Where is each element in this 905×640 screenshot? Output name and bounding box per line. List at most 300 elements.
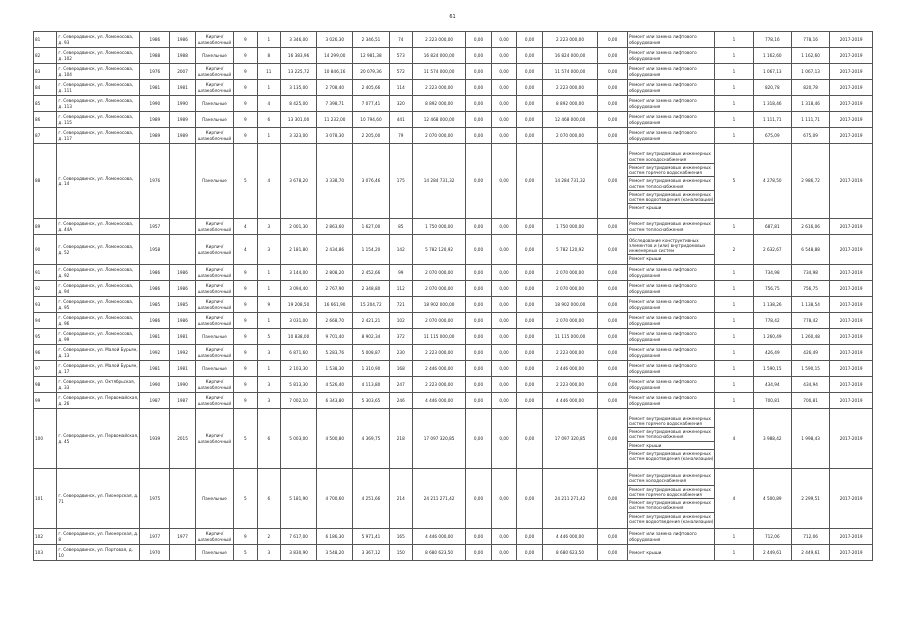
year-reconstructed-cell: 2007 xyxy=(170,64,196,80)
other-funds-cell: 0,00 xyxy=(598,313,628,329)
unit-cost-limit-cell: 434,94 xyxy=(791,377,829,393)
living-area-cell: 2 708,40 xyxy=(317,80,353,96)
residents-cell: 85 xyxy=(389,219,412,235)
unit-cost-cell: 3 988,42 xyxy=(753,409,791,469)
work-item: Ремонт или замена лифтового оборудования xyxy=(629,299,697,310)
other-funds-cell: 0,00 xyxy=(598,32,628,48)
row-number-cell: 101 xyxy=(34,469,57,529)
works-list-cell xyxy=(628,80,715,96)
wall-material-cell: Кирпич/ шлакоблочный xyxy=(195,80,233,96)
owners-funds-cell: 2 223 000,00 xyxy=(542,345,597,361)
table-row xyxy=(34,545,873,561)
floors-cell: 9 xyxy=(234,48,257,64)
wall-material-cell: Панельные xyxy=(195,329,233,345)
living-area-cell: 10 846,16 xyxy=(317,64,353,80)
unit-cost-limit-cell: 1 998,43 xyxy=(791,409,829,469)
year-reconstructed-cell: 1986 xyxy=(170,265,196,281)
planned-period-cell: 2017-2019 xyxy=(830,80,873,96)
total-area-cell: 2 181,80 xyxy=(280,235,316,265)
address-cell: г. Северодвинск, ул. Ломоносова, д. 104 xyxy=(57,64,140,80)
other-funds-cell: 0,00 xyxy=(598,80,628,96)
total-area-cell: 3 678,20 xyxy=(280,144,316,219)
floors-cell: 9 xyxy=(234,265,257,281)
works-count-cell: 1 xyxy=(715,32,753,48)
wall-material-cell: Кирпич/ шлакоблочный xyxy=(195,529,233,545)
works-list-cell xyxy=(628,345,715,361)
residents-cell: 150 xyxy=(389,545,412,561)
total-cost-cell: 8 680 623,50 xyxy=(412,545,465,561)
floors-cell: 9 xyxy=(234,128,257,144)
works-list-cell xyxy=(628,64,715,80)
planned-period-cell: 2017-2019 xyxy=(830,393,873,409)
year-reconstructed-cell: 1990 xyxy=(170,377,196,393)
year-built-cell: 1981 xyxy=(140,80,170,96)
year-built-cell: 1976 xyxy=(140,64,170,80)
work-item: Ремонт внутридомовых инженерных систем теплоснабжения xyxy=(628,177,714,191)
entrances-cell: 1 xyxy=(257,361,280,377)
federal-funds-cell: 0,00 xyxy=(466,128,492,144)
floors-cell: 9 xyxy=(234,281,257,297)
year-built-cell: 1975 xyxy=(140,469,170,529)
residents-cell: 573 xyxy=(389,48,412,64)
work-item: Ремонт или замена лифтового оборудования xyxy=(629,315,697,326)
total-cost-cell: 2 446 000,00 xyxy=(412,361,465,377)
work-item: Ремонт или замена лифтового оборудования xyxy=(629,531,697,542)
floors-cell: 9 xyxy=(234,345,257,361)
unit-cost-limit-cell: 734,98 xyxy=(791,265,829,281)
work-item: Ремонт внутридомовых инженерных систем горячего водоснабжения xyxy=(628,164,714,178)
total-cost-cell: 4 446 000,00 xyxy=(412,529,465,545)
works-list-cell xyxy=(628,144,715,219)
total-area-cell: 10 838,00 xyxy=(280,329,316,345)
owned-area-cell: 2 348,80 xyxy=(353,281,389,297)
floors-cell: 5 xyxy=(234,409,257,469)
local-funds-cell: 0,00 xyxy=(517,235,543,265)
total-area-cell: 7 617,00 xyxy=(280,529,316,545)
other-funds-cell: 0,00 xyxy=(598,265,628,281)
unit-cost-cell: 4 278,50 xyxy=(753,144,791,219)
unit-cost-limit-cell: 778,42 xyxy=(791,313,829,329)
wall-material-cell: Кирпич/ шлакоблочный xyxy=(195,281,233,297)
regional-funds-cell: 0,00 xyxy=(491,297,517,313)
planned-period-cell: 2017-2019 xyxy=(830,48,873,64)
owned-area-cell: 5 008,87 xyxy=(353,345,389,361)
year-reconstructed-cell: 1987 xyxy=(170,393,196,409)
local-funds-cell: 0,00 xyxy=(517,64,543,80)
table-row xyxy=(34,144,873,219)
unit-cost-limit-cell: 1 318,46 xyxy=(791,96,829,112)
owned-area-cell: 2 405,66 xyxy=(353,80,389,96)
unit-cost-cell: 1 162,60 xyxy=(753,48,791,64)
entrances-cell: 3 xyxy=(257,545,280,561)
row-number-cell: 92 xyxy=(34,281,57,297)
floors-cell: 9 xyxy=(234,377,257,393)
living-area-cell: 2 808,20 xyxy=(317,265,353,281)
year-built-cell: 1988 xyxy=(140,48,170,64)
federal-funds-cell: 0,00 xyxy=(466,32,492,48)
unit-cost-limit-cell: 756,75 xyxy=(791,281,829,297)
federal-funds-cell: 0,00 xyxy=(466,96,492,112)
table-row xyxy=(34,128,873,144)
living-area-cell: 3 078,30 xyxy=(317,128,353,144)
owned-area-cell: 4 251,66 xyxy=(353,469,389,529)
owned-area-cell: 2 205,00 xyxy=(353,128,389,144)
planned-period-cell: 2017-2019 xyxy=(830,219,873,235)
year-built-cell: 1986 xyxy=(140,265,170,281)
entrances-cell: 3 xyxy=(257,393,280,409)
owners-funds-cell: 8 680 623,50 xyxy=(542,545,597,561)
works-list-cell xyxy=(628,32,715,48)
work-item: Ремонт крыши xyxy=(629,549,662,555)
planned-period-cell: 2017-2019 xyxy=(830,64,873,80)
entrances-cell: 6 xyxy=(257,469,280,529)
living-area-cell: 16 661,90 xyxy=(317,297,353,313)
total-area-cell: 7 002,10 xyxy=(280,393,316,409)
works-count-cell: 1 xyxy=(715,361,753,377)
planned-period-cell: 2017-2019 xyxy=(830,329,873,345)
total-cost-cell: 2 223 000,00 xyxy=(412,345,465,361)
owners-funds-cell: 2 446 000,00 xyxy=(542,361,597,377)
unit-cost-limit-cell: 820,78 xyxy=(791,80,829,96)
owned-area-cell: 2 452,66 xyxy=(353,265,389,281)
other-funds-cell: 0,00 xyxy=(598,112,628,128)
address-cell: г. Северодвинск, ул. Ломоносова, д. 99 xyxy=(57,329,140,345)
works-list-cell xyxy=(628,545,715,561)
residents-cell: 320 xyxy=(389,96,412,112)
works-count-cell: 2 xyxy=(715,235,753,265)
wall-material-cell: Кирпич/ шлакоблочный xyxy=(195,393,233,409)
row-number-cell: 103 xyxy=(34,545,57,561)
address-cell: г. Северодвинск, ул. Пионерская, д. 8 xyxy=(57,529,140,545)
planned-period-cell: 2017-2019 xyxy=(830,469,873,529)
table-row xyxy=(34,265,873,281)
year-reconstructed-cell: 1989 xyxy=(170,112,196,128)
other-funds-cell: 0,00 xyxy=(598,235,628,265)
total-area-cell: 16 383,96 xyxy=(280,48,316,64)
planned-period-cell: 2017-2019 xyxy=(830,345,873,361)
works-list-cell xyxy=(628,469,715,529)
row-number-cell: 85 xyxy=(34,96,57,112)
owners-funds-cell: 2 223 000,00 xyxy=(542,377,597,393)
row-number-cell: 94 xyxy=(34,313,57,329)
federal-funds-cell: 0,00 xyxy=(466,345,492,361)
total-cost-cell: 8 892 000,00 xyxy=(412,96,465,112)
regional-funds-cell: 0,00 xyxy=(491,265,517,281)
address-cell: г. Северодвинск, ул. Первомайская, д. 45 xyxy=(57,409,140,469)
works-list-cell xyxy=(628,329,715,345)
works-list-cell xyxy=(628,529,715,545)
year-reconstructed-cell xyxy=(170,469,196,529)
row-number-cell: 83 xyxy=(34,64,57,80)
other-funds-cell: 0,00 xyxy=(598,377,628,393)
works-list-cell xyxy=(628,313,715,329)
local-funds-cell: 0,00 xyxy=(517,144,543,219)
local-funds-cell: 0,00 xyxy=(517,219,543,235)
planned-period-cell: 2017-2019 xyxy=(830,32,873,48)
living-area-cell: 4 526,40 xyxy=(317,377,353,393)
total-area-cell: 13 225,72 xyxy=(280,64,316,80)
address-cell: г. Северодвинск, ул. Ломоносова, д. 44А xyxy=(57,219,140,235)
floors-cell: 9 xyxy=(234,112,257,128)
works-list-cell xyxy=(628,409,715,469)
living-area-cell: 5 283,76 xyxy=(317,345,353,361)
year-reconstructed-cell xyxy=(170,219,196,235)
owners-funds-cell: 12 468 000,00 xyxy=(542,112,597,128)
total-area-cell: 8 425,00 xyxy=(280,96,316,112)
living-area-cell: 2 767,90 xyxy=(317,281,353,297)
unit-cost-cell: 675,09 xyxy=(753,128,791,144)
living-area-cell: 11 232,00 xyxy=(317,112,353,128)
work-item: Ремонт или замена лифтового оборудования xyxy=(629,34,697,45)
row-number-cell: 97 xyxy=(34,361,57,377)
unit-cost-limit-cell: 426,49 xyxy=(791,345,829,361)
wall-material-cell: Кирпич/ шлакоблочный xyxy=(195,128,233,144)
planned-period-cell: 2017-2019 xyxy=(830,313,873,329)
owners-funds-cell: 14 284 731,32 xyxy=(542,144,597,219)
regional-funds-cell: 0,00 xyxy=(491,313,517,329)
works-count-cell: 1 xyxy=(715,545,753,561)
living-area-cell: 6 186,30 xyxy=(317,529,353,545)
address-cell: г. Северодвинск, ул. Ломоносова, д. 102 xyxy=(57,48,140,64)
works-list-cell xyxy=(628,96,715,112)
works-count-cell: 5 xyxy=(715,144,753,219)
wall-material-cell: Кирпич/ шлакоблочный xyxy=(195,219,233,235)
regional-funds-cell: 0,00 xyxy=(491,545,517,561)
entrances-cell: 6 xyxy=(257,409,280,469)
federal-funds-cell: 0,00 xyxy=(466,112,492,128)
year-built-cell: 1989 xyxy=(140,128,170,144)
federal-funds-cell: 0,00 xyxy=(466,313,492,329)
year-built-cell: 1989 xyxy=(140,112,170,128)
wall-material-cell: Кирпич/ шлакоблочный xyxy=(195,377,233,393)
federal-funds-cell: 0,00 xyxy=(466,377,492,393)
unit-cost-cell: 820,78 xyxy=(753,80,791,96)
works-count-cell: 1 xyxy=(715,64,753,80)
works-count-cell: 1 xyxy=(715,281,753,297)
unit-cost-cell: 2 449,61 xyxy=(753,545,791,561)
local-funds-cell: 0,00 xyxy=(517,409,543,469)
living-area-cell: 3 548,20 xyxy=(317,545,353,561)
federal-funds-cell: 0,00 xyxy=(466,235,492,265)
unit-cost-cell: 1 590,15 xyxy=(753,361,791,377)
planned-period-cell: 2017-2019 xyxy=(830,529,873,545)
total-cost-cell: 2 070 000,00 xyxy=(412,265,465,281)
row-number-cell: 95 xyxy=(34,329,57,345)
works-count-cell: 1 xyxy=(715,329,753,345)
entrances-cell: 1 xyxy=(257,281,280,297)
table-row xyxy=(34,297,873,313)
federal-funds-cell: 0,00 xyxy=(466,529,492,545)
regional-funds-cell: 0,00 xyxy=(491,96,517,112)
floors-cell: 9 xyxy=(234,529,257,545)
local-funds-cell: 0,00 xyxy=(517,297,543,313)
unit-cost-cell: 778,16 xyxy=(753,32,791,48)
federal-funds-cell: 0,00 xyxy=(466,265,492,281)
local-funds-cell: 0,00 xyxy=(517,32,543,48)
federal-funds-cell: 0,00 xyxy=(466,281,492,297)
total-cost-cell: 2 223 000,00 xyxy=(412,377,465,393)
local-funds-cell: 0,00 xyxy=(517,128,543,144)
residents-cell: 572 xyxy=(389,64,412,80)
planned-period-cell: 2017-2019 xyxy=(830,297,873,313)
wall-material-cell: Кирпич/ шлакоблочный xyxy=(195,265,233,281)
residents-cell: 246 xyxy=(389,393,412,409)
living-area-cell: 2 863,60 xyxy=(317,219,353,235)
work-item: Ремонт внутридомовых инженерных систем теплоснабжения xyxy=(628,428,714,442)
total-area-cell: 3 135,00 xyxy=(280,80,316,96)
wall-material-cell: Панельные xyxy=(195,112,233,128)
address-cell: г. Северодвинск, ул. Ломоносова, д. 111 xyxy=(57,80,140,96)
owners-funds-cell: 17 097 320,85 xyxy=(542,409,597,469)
year-built-cell: 1986 xyxy=(140,281,170,297)
unit-cost-limit-cell: 2 449,61 xyxy=(791,545,829,561)
owners-funds-cell: 8 892 000,00 xyxy=(542,96,597,112)
unit-cost-limit-cell: 1 260,48 xyxy=(791,329,829,345)
planned-period-cell: 2017-2019 xyxy=(830,96,873,112)
address-cell: г. Северодвинск, ул. Ломоносова, д. 115 xyxy=(57,112,140,128)
wall-material-cell: Панельные xyxy=(195,545,233,561)
floors-cell: 9 xyxy=(234,313,257,329)
floors-cell: 5 xyxy=(234,144,257,219)
unit-cost-limit-cell: 6 548,88 xyxy=(791,235,829,265)
row-number-cell: 102 xyxy=(34,529,57,545)
works-list-cell xyxy=(628,112,715,128)
entrances-cell: 3 xyxy=(257,377,280,393)
owners-funds-cell: 2 070 000,00 xyxy=(542,128,597,144)
year-built-cell: 1992 xyxy=(140,345,170,361)
work-item: Ремонт или замена лифтового оборудования xyxy=(629,283,697,294)
table-row xyxy=(34,96,873,112)
owned-area-cell: 3 367,12 xyxy=(353,545,389,561)
works-count-cell: 1 xyxy=(715,112,753,128)
works-count-cell: 4 xyxy=(715,469,753,529)
owned-area-cell: 7 077,41 xyxy=(353,96,389,112)
regional-funds-cell: 0,00 xyxy=(491,393,517,409)
year-built-cell: 1981 xyxy=(140,361,170,377)
other-funds-cell: 0,00 xyxy=(598,219,628,235)
local-funds-cell: 0,00 xyxy=(517,361,543,377)
year-built-cell: 1939 xyxy=(140,409,170,469)
federal-funds-cell: 0,00 xyxy=(466,361,492,377)
federal-funds-cell: 0,00 xyxy=(466,409,492,469)
unit-cost-cell: 1 067,13 xyxy=(753,64,791,80)
table-row xyxy=(34,48,873,64)
federal-funds-cell: 0,00 xyxy=(466,329,492,345)
owners-funds-cell: 1 750 000,00 xyxy=(542,219,597,235)
floors-cell: 9 xyxy=(234,64,257,80)
local-funds-cell: 0,00 xyxy=(517,469,543,529)
federal-funds-cell: 0,00 xyxy=(466,393,492,409)
local-funds-cell: 0,00 xyxy=(517,265,543,281)
work-item: Ремонт крыши xyxy=(629,256,662,262)
unit-cost-cell: 1 260,49 xyxy=(753,329,791,345)
unit-cost-cell: 1 318,46 xyxy=(753,96,791,112)
year-reconstructed-cell xyxy=(170,545,196,561)
owned-area-cell: 4 113,80 xyxy=(353,377,389,393)
total-area-cell: 3 830,90 xyxy=(280,545,316,561)
regional-funds-cell: 0,00 xyxy=(491,219,517,235)
row-number-cell: 89 xyxy=(34,219,57,235)
total-area-cell: 3 144,00 xyxy=(280,265,316,281)
residents-cell: 112 xyxy=(389,281,412,297)
other-funds-cell: 0,00 xyxy=(598,529,628,545)
other-funds-cell: 0,00 xyxy=(598,545,628,561)
year-built-cell: 1981 xyxy=(140,329,170,345)
owners-funds-cell: 24 211 271,42 xyxy=(542,469,597,529)
living-area-cell: 14 299,00 xyxy=(317,48,353,64)
address-cell: г. Северодвинск, ул. Ломоносова, д. 96 xyxy=(57,313,140,329)
total-area-cell: 5 813,30 xyxy=(280,377,316,393)
total-area-cell: 19 208,50 xyxy=(280,297,316,313)
work-item: Ремонт или замена лифтового оборудования xyxy=(629,331,697,342)
row-number-cell: 99 xyxy=(34,393,57,409)
entrances-cell: 3 xyxy=(257,235,280,265)
work-item: Ремонт внутридомовых инженерных систем холодоснабжения xyxy=(628,472,714,486)
works-list-cell xyxy=(628,219,715,235)
address-cell: г. Северодвинск, ул. Ломоносова, д. 95 xyxy=(57,297,140,313)
regional-funds-cell: 0,00 xyxy=(491,235,517,265)
unit-cost-limit-cell: 700,81 xyxy=(791,393,829,409)
entrances-cell: 3 xyxy=(257,345,280,361)
other-funds-cell: 0,00 xyxy=(598,96,628,112)
address-cell: г. Северодвинск, ул. Октябрьская, д. 33 xyxy=(57,377,140,393)
row-number-cell: 88 xyxy=(34,144,57,219)
residents-cell: 74 xyxy=(389,32,412,48)
wall-material-cell: Кирпич/ шлакоблочный xyxy=(195,313,233,329)
year-built-cell: 1986 xyxy=(140,32,170,48)
unit-cost-limit-cell: 2 616,06 xyxy=(791,219,829,235)
work-item: Ремонт или замена лифтового оборудования xyxy=(629,130,697,141)
local-funds-cell: 0,00 xyxy=(517,529,543,545)
entrances-cell: 5 xyxy=(257,329,280,345)
federal-funds-cell: 0,00 xyxy=(466,297,492,313)
row-number-cell: 93 xyxy=(34,297,57,313)
regional-funds-cell: 0,00 xyxy=(491,144,517,219)
wall-material-cell: Панельные xyxy=(195,48,233,64)
regional-funds-cell: 0,00 xyxy=(491,377,517,393)
total-area-cell: 2 103,30 xyxy=(280,361,316,377)
table-row xyxy=(34,64,873,80)
planned-period-cell: 2017-2019 xyxy=(830,377,873,393)
unit-cost-cell: 1 138,26 xyxy=(753,297,791,313)
work-item: Ремонт внутридомовых инженерных систем теплоснабжения xyxy=(628,499,714,513)
year-reconstructed-cell: 1988 xyxy=(170,48,196,64)
other-funds-cell: 0,00 xyxy=(598,128,628,144)
year-reconstructed-cell xyxy=(170,144,196,219)
entrances-cell: 6 xyxy=(257,112,280,128)
year-built-cell: 1977 xyxy=(140,529,170,545)
planned-period-cell: 2017-2019 xyxy=(830,409,873,469)
federal-funds-cell: 0,00 xyxy=(466,48,492,64)
total-cost-cell: 11 115 000,00 xyxy=(412,329,465,345)
entrances-cell: 1 xyxy=(257,80,280,96)
planned-period-cell: 2017-2019 xyxy=(830,128,873,144)
work-item: Ремонт или замена лифтового оборудования xyxy=(629,363,697,374)
regional-funds-cell: 0,00 xyxy=(491,32,517,48)
owners-funds-cell: 11 115 000,00 xyxy=(542,329,597,345)
table-row xyxy=(34,393,873,409)
local-funds-cell: 0,00 xyxy=(517,281,543,297)
owned-area-cell: 8 902,34 xyxy=(353,329,389,345)
total-cost-cell: 24 211 271,42 xyxy=(412,469,465,529)
living-area-cell: 4 700,60 xyxy=(317,469,353,529)
works-count-cell: 1 xyxy=(715,265,753,281)
total-area-cell: 3 094,40 xyxy=(280,281,316,297)
other-funds-cell: 0,00 xyxy=(598,144,628,219)
year-built-cell: 1990 xyxy=(140,96,170,112)
work-item: Ремонт или замена лифтового оборудования xyxy=(629,50,697,61)
living-area-cell: 3 338,70 xyxy=(317,144,353,219)
